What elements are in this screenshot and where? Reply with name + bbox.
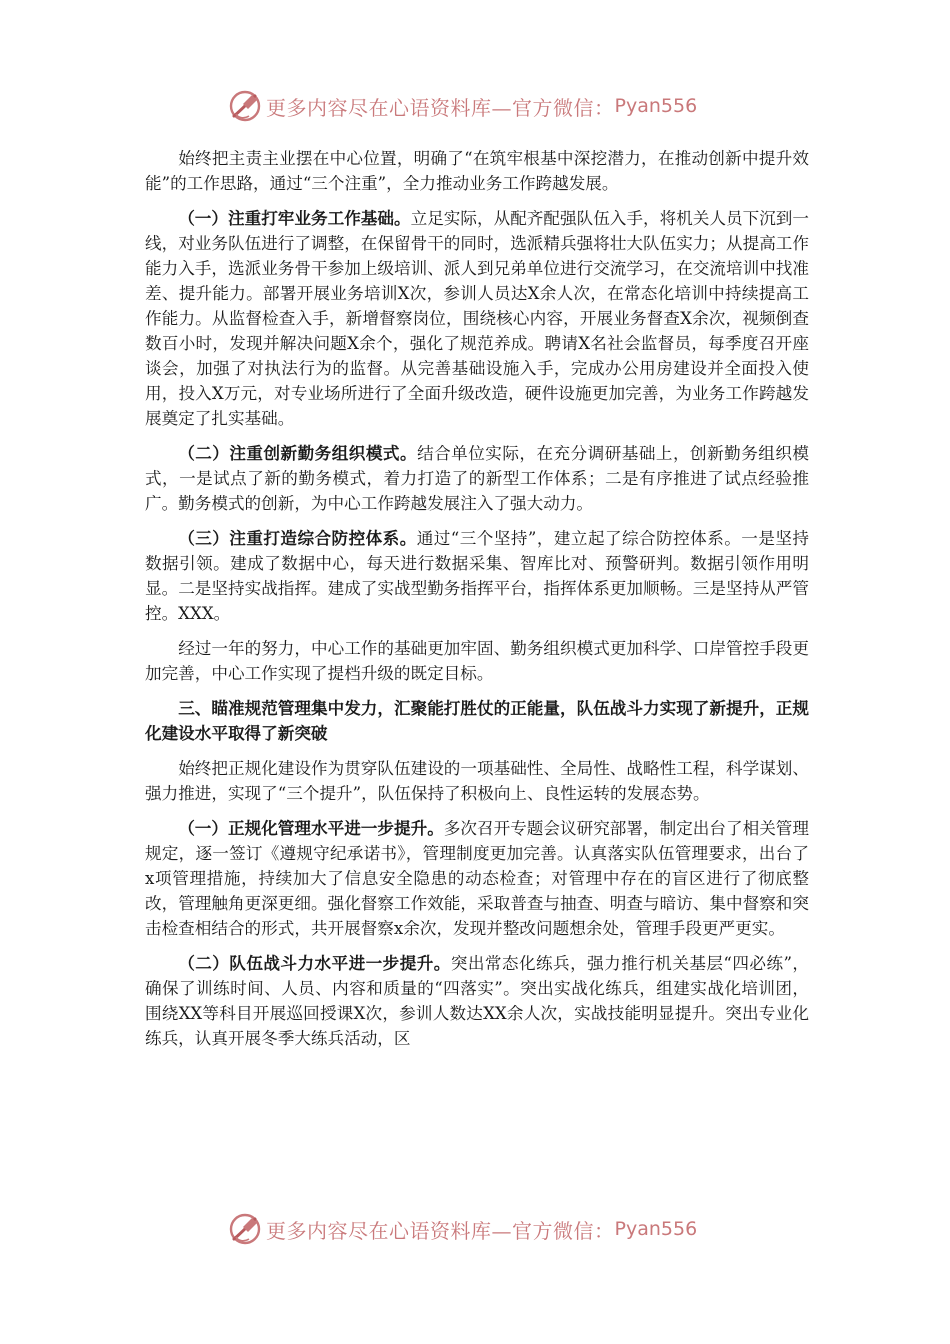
watermark-text: 更多内容尽在心语资料库—官方微信：: [266, 95, 615, 120]
watermark-text: 更多内容尽在心语资料库—官方微信：: [266, 1218, 615, 1243]
paragraph-standardization-intro: [145, 756, 809, 806]
paragraph-lead: （三）注重打造综合防控体系。: [178, 528, 417, 548]
footer-watermark-banner: [228, 1209, 697, 1249]
paragraph-lead: （二）注重创新勤务组织模式。: [178, 443, 418, 463]
paragraph-body: 通过“三个坚持”，建立起了综合防控体系。一是坚持数据引领。建成了数据中心，每天进行数据采集、智库比对、预警研判。数据引领作用明显。二是坚持实战指挥。建成了实战型勤务指挥平台，指挥体系更加顺畅。三是坚持从严管控。XXX。: [145, 529, 809, 623]
paragraph-business-foundation: [145, 206, 809, 431]
paragraph-lead: （二）队伍战斗力水平进一步提升。: [178, 953, 451, 973]
paragraph-management-level: [145, 816, 809, 941]
paragraph-lead: （一）注重打牢业务工作基础。: [178, 208, 411, 228]
paragraph-prevention-system: [145, 526, 809, 626]
paragraph-body: 突出常态化练兵，强力推行机关基层“四必练”，确保了训练时间、人员、内容和质量的“四落实”。突出实战化练兵，组建实战化培训团，围绕XX等科目开展巡回授课X次，参训人数达XX余人次，实战技能明显提升。突出专业化练兵，认真开展冬季大练兵活动，区: [145, 954, 809, 1048]
paragraph-body: 始终把正规化建设作为贯穿队伍建设的一项基础性、全局性、战略性工程，科学谋划、强力推进，实现了“三个提升”，队伍保持了积极向上、良性运转的发展态势。: [145, 759, 809, 803]
section-heading-three: 三、瞄准规范管理集中发力，汇聚能打胜仗的正能量，队伍战斗力实现了新提升，正规化建设水平取得了新突破: [145, 698, 809, 743]
paragraph-combat-capability: [145, 951, 809, 1051]
watermark-wechat-id: Pyan556: [614, 1218, 698, 1240]
paragraph-body: 始终把主责主业摆在中心位置，明确了“在筑牢根基中深挖潜力，在推动创新中提升效能”的工作思路，通过“三个注重”，全力推动业务工作跨越发展。: [145, 149, 809, 193]
pen-logo-icon: [228, 1212, 262, 1246]
paragraph-body: 经过一年的努力，中心工作的基础更加牢固、勤务组织模式更加科学、口岸管控手段更加完善，中心工作实现了提档升级的既定目标。: [145, 639, 809, 683]
paragraph-lead: （一）正规化管理水平进一步提升。: [178, 818, 444, 838]
paragraph-body: 结合单位实际，在充分调研基础上，创新勤务组织模式，一是试点了新的勤务模式，着力打造了的新型工作体系；二是有序推进了试点经验推广。勤务模式的创新，为中心工作跨越发展注入了强大动力。: [145, 444, 810, 513]
watermark-wechat-id: Pyan556: [614, 95, 698, 117]
header-watermark-banner: [228, 86, 697, 126]
paragraph-body: 多次召开专题会议研究部署，制定出台了相关管理规定，逐一签订《遵规守纪承诺书》，管理制度更加完善。认真落实队伍管理要求，出台了x项管理措施，持续加大了信息安全隐患的动态检查；对管理中存在的盲区进行了彻底整改，管理触角更深更细。强化督察工作效能，采取普查与抽查、明查与暗访、集中督察和突击检查相结合的形式，共开展督察x余次，发现并整改问题想余处，管理手段更严更实。: [145, 819, 810, 938]
paragraph-body: 立足实际，从配齐配强队伍入手，将机关人员下沉到一线，对业务队伍进行了调整，在保留骨干的同时，选派精兵强将壮大队伍实力；从提高工作能力入手，选派业务骨干参加上级培训、派人到兄弟单位进行交流学习，在交流培训中找准差、提升能力。部署开展业务培训X次，参训人员达X余人次，在常态化培训中持续提高工作能力。从监督检查入手，新增督察岗位，围绕核心内容，开展业务督查X余次，视频倒查数百小时，发现并解决问题X余个，强化了规范养成。聘请X名社会监督员，每季度召开座谈会，加强了对执法行为的监督。从完善基础设施入手，完成办公用房建设并全面投入使用，投入X万元，对专业场所进行了全面升级改造，硬件设施更加完善，为业务工作跨越发展奠定了扎实基础。: [145, 209, 809, 428]
document-body: [145, 146, 809, 1061]
pen-logo-icon: [228, 89, 262, 123]
paragraph-duty-model: [145, 441, 809, 516]
paragraph-intro: [145, 146, 809, 196]
paragraph-year-summary: [145, 636, 809, 686]
